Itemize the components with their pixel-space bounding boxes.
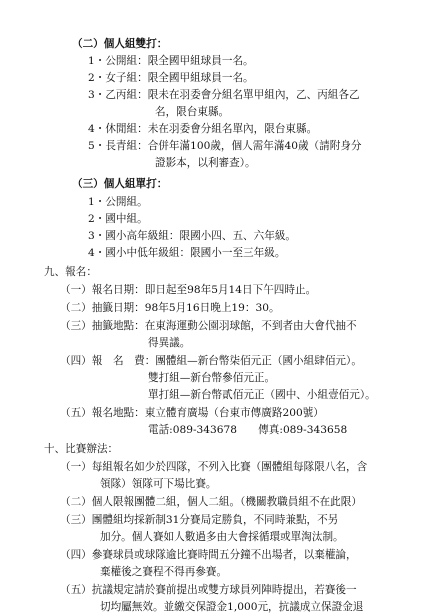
doubles-item-5: 5・長青組：合併年滿100歲，個人需年滿40歲（請附身分 [88, 140, 362, 152]
doubles-item-3-cont: 名，限台東縣。 [155, 106, 230, 118]
singles-heading: （三）個人組單打： [72, 178, 168, 190]
doubles-heading: （二）個人組雙打： [72, 38, 168, 50]
rule-5-cont: 切均屬無效。並繳交保證金1,000元，抗議成立保證金退 [100, 601, 364, 613]
doubles-item-4: 4・休閒組：未在羽委會分組名單內，限台東縣。 [88, 123, 318, 135]
rules-title: 十、比賽辦法： [44, 443, 119, 455]
draw-location: （三）抽籤地點：在東海運動公園羽球館，不到者由大會代抽不 [60, 320, 357, 332]
rule-1-cont: 領隊）領隊可下場比賽。 [100, 478, 217, 490]
singles-item-4: 4・國小中低年級組：限國小一至三年級。 [88, 247, 286, 259]
doubles-item-1: 1・公開組：限全國甲組球員一名。 [88, 55, 254, 67]
doubles-item-2: 2・女子組：限全國甲組球員一名。 [88, 72, 254, 84]
doubles-item-3: 3・乙丙組：限未在羽委會分組名單甲組內，乙、丙組各乙 [88, 89, 360, 101]
draw-location-cont: 得異議。 [148, 337, 191, 349]
rule-3: （三）團體組均採新制31分賽局定勝負，不同時兼點，不另 [60, 514, 339, 526]
rule-4-cont: 棄權後之賽程不得再參賽。 [100, 566, 228, 578]
rule-1: （一）每組報名如少於四隊，不列入比賽（團體組每隊限八名，含 [60, 461, 368, 473]
registration-location: （五）報名地點：東立體育廣場（台東市傳廣路200號） [60, 407, 324, 419]
fee-doubles: 雙打組—新台幣參佰元正。 [148, 372, 276, 384]
fee-singles: 單打組—新台幣貳佰元正（國中、小組壹佰元）。 [148, 389, 376, 401]
draw-date: （二）抽籤日期：98年5月16日晚上19：30。 [60, 302, 280, 314]
rule-2: （二）個人限報團體二組，個人二組。（機關教職員組不在此限） [60, 496, 362, 508]
contact-phone-fax: 電話:089-343678 傳真:089-343658 [148, 424, 348, 436]
singles-item-2: 2・國中組。 [88, 213, 148, 225]
rule-4: （四）參賽球員或球隊逾比賽時間五分鐘不出場者，以棄權論， [60, 549, 357, 561]
rule-3-cont: 加分。個人賽如人數過多由大會採循環或單淘汰制。 [100, 531, 344, 543]
registration-date: （一）報名日期：即日起至98年5月14日下午四時止。 [60, 284, 317, 296]
registration-title: 九、報名： [44, 266, 97, 278]
doubles-item-5-cont: 證影本，以利審查）。 [155, 157, 256, 169]
singles-item-1: 1・公開組。 [88, 196, 148, 208]
singles-item-3: 3・國小高年級組：限國小四、五、六年級。 [88, 230, 297, 242]
rule-5: （五）抗議規定請於賽前提出或雙方球員列陣時提出，若賽後一 [60, 584, 357, 596]
registration-fee: （四）報 名 費：團體組—新台幣柒佰元正（國小組肆佰元）。 [60, 355, 362, 367]
